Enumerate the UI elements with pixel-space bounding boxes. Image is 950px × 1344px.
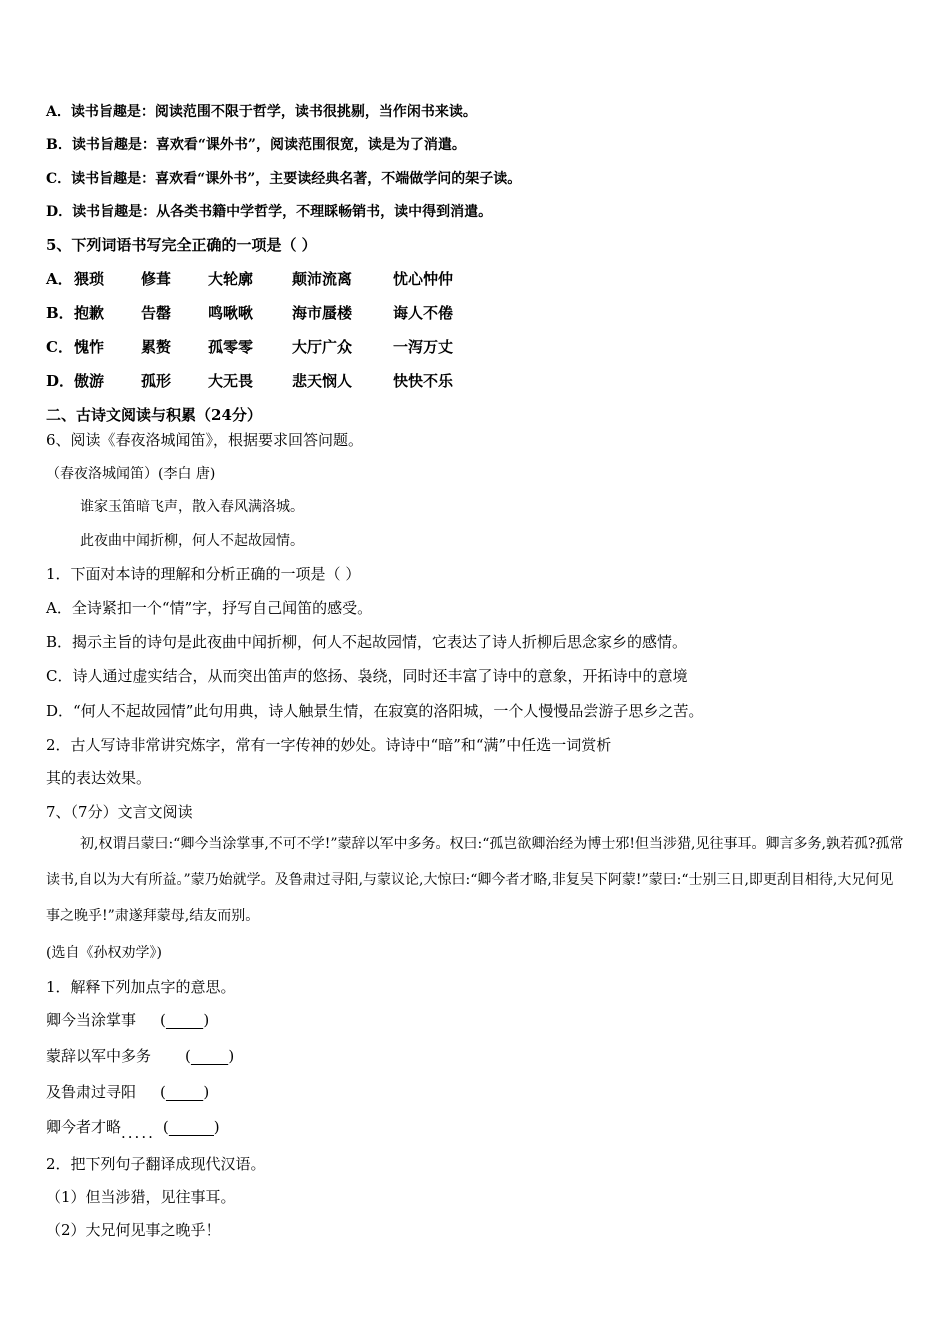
q4-option-d: D．读书旨趣是：从各类书籍中学哲学，不理睬畅销书，读中得到消遣。 bbox=[46, 204, 493, 220]
q7-item-text: 蒙辞以军中多务 bbox=[46, 1047, 152, 1065]
q4-option-b: B．读书旨趣是：喜欢看“课外书”，阅读范围很宽，读是为了消遣。 bbox=[46, 137, 466, 153]
q5-word: 大厅广众 bbox=[292, 338, 353, 356]
q7-item-text: 卿今者才略 bbox=[46, 1118, 122, 1136]
q5-word: 诲人不倦 bbox=[393, 304, 454, 322]
q5-word: 忧心忡仲 bbox=[393, 270, 454, 288]
q5-word: 悲天悯人 bbox=[292, 372, 353, 390]
q5-word: 累赘 bbox=[141, 338, 172, 356]
q5-word: 愧怍 bbox=[74, 338, 105, 356]
emphasis-dots: ..... bbox=[121, 1124, 155, 1142]
q7-item-3: 及鲁肃过寻阳 (_____) bbox=[46, 1083, 210, 1101]
q5-word: 孤形 bbox=[141, 372, 172, 390]
answer-blank[interactable]: _____ bbox=[165, 1083, 204, 1101]
q5-word: 猥琐 bbox=[74, 270, 105, 288]
q5-row-label: B． bbox=[46, 304, 74, 322]
q5-row-a bbox=[46, 269, 453, 289]
q6-option-c: C．诗人通过虚实结合，从而突出笛声的悠扬、袅绕，同时还丰富了诗中的意象，开拓诗中的意境 bbox=[46, 667, 688, 685]
q7-sub2-item-1: （1）但当涉猎，见往事耳。 bbox=[46, 1188, 236, 1206]
q5-row-label: A． bbox=[46, 270, 73, 288]
q5-word: 一泻万丈 bbox=[393, 338, 454, 356]
q5-word: 告罄 bbox=[141, 304, 172, 322]
q5-row-c bbox=[46, 337, 453, 357]
answer-blank[interactable]: ______ bbox=[168, 1118, 214, 1136]
q5-stem: 5、下列词语书写完全正确的一项是（ ） bbox=[46, 236, 317, 254]
q6-sub2-line1: 2．古人写诗非常讲究炼字，常有一字传神的妙处。诗诗中“暗”和“满”中任选一词赏析 bbox=[46, 736, 612, 754]
q7-sub1-stem: 1．解释下列加点字的意思。 bbox=[46, 978, 236, 996]
q7-sub2-item-2: （2）大兄何见事之晚乎！ bbox=[46, 1221, 221, 1239]
q7-item-text: 及鲁肃过寻阳 bbox=[46, 1083, 137, 1101]
q7-passage: 初,权谓吕蒙曰:“卿今当涂掌事,不可不学!”蒙辞以军中多务。权曰:“孤岂欲卿治经为博士邪!但当涉猎,见往事耳。卿言多务,孰若孤?孤常读书,自以为大有所益。”蒙乃始就学。及鲁肃过寻阳,与蒙议论,大惊曰:“卿今者才略,非复吴下阿蒙!”蒙曰:“士别三日,即更刮目相待,大兄何见事之晚乎!”肃遂拜蒙母,结友而别。 bbox=[46, 836, 904, 924]
q4-option-c: C．读书旨趣是：喜欢看“课外书”，主要读经典名著，不端做学问的架子读。 bbox=[46, 171, 522, 187]
q5-row-label: D． bbox=[46, 372, 75, 390]
q5-word: 颠沛流离 bbox=[292, 270, 353, 288]
q5-word: 抱歉 bbox=[74, 304, 105, 322]
q5-word: 快快不乐 bbox=[393, 372, 454, 390]
q5-row-b bbox=[46, 303, 453, 323]
q6-option-b: B．揭示主旨的诗句是此夜曲中闻折柳，何人不起故园情，它表达了诗人折柳后思念家乡的感情。 bbox=[46, 633, 688, 651]
q7-sub2-stem: 2．把下列句子翻译成现代汉语。 bbox=[46, 1155, 266, 1173]
q6-stem: 6、阅读《春夜洛城闻笛》，根据要求回答问题。 bbox=[46, 431, 364, 449]
q5-word: 海市蜃楼 bbox=[292, 304, 353, 322]
q5-word: 大无畏 bbox=[208, 372, 254, 390]
poem-title: （春夜洛城闻笛）(李白 唐) bbox=[46, 466, 216, 482]
q6-option-a: A．全诗紧扣一个“情”字，抒写自己闻笛的感受。 bbox=[46, 599, 373, 617]
q7-item-1: 卿今当涂掌事 (_____) bbox=[46, 1011, 210, 1029]
poem-line-2: 此夜曲中闻折柳，何人不起故园情。 bbox=[80, 533, 304, 549]
answer-blank[interactable]: _____ bbox=[165, 1011, 204, 1029]
poem-line-1: 谁家玉笛暗飞声，散入春风满洛城。 bbox=[80, 499, 304, 515]
q5-word: 大轮廓 bbox=[208, 270, 254, 288]
q7-stem: 7、（7分）文言文阅读 bbox=[46, 803, 193, 821]
q7-item-text: 卿今当涂掌事 bbox=[46, 1011, 137, 1029]
q5-word: 修葺 bbox=[141, 270, 172, 288]
q5-word: 鸣啾啾 bbox=[208, 304, 254, 322]
q6-sub1-stem: 1．下面对本诗的理解和分析正确的一项是（ ） bbox=[46, 565, 361, 583]
q5-word: 孤零零 bbox=[208, 338, 254, 356]
q7-item-4: 卿今者才略..... (______) bbox=[46, 1118, 220, 1142]
q6-option-d: D．“何人不起故园情”此句用典，诗人触景生情，在寂寞的洛阳城，一个人慢慢品尝游子思乡之苦。 bbox=[46, 702, 704, 720]
q5-word: 傲游 bbox=[74, 372, 105, 390]
q7-source: (选自《孙权劝学》) bbox=[46, 945, 162, 961]
q6-sub2-line2: 其的表达效果。 bbox=[46, 769, 152, 787]
answer-blank[interactable]: _____ bbox=[190, 1047, 229, 1065]
q4-option-a: A．读书旨趣是：阅读范围不限于哲学，读书很挑剔，当作闲书来读。 bbox=[46, 104, 477, 120]
q5-row-d bbox=[46, 371, 453, 391]
q7-item-2: 蒙辞以军中多务 (_____) bbox=[46, 1047, 235, 1065]
section-2-title: 二、古诗文阅读与积累（24分） bbox=[46, 406, 262, 424]
q5-row-label: C． bbox=[46, 338, 73, 356]
